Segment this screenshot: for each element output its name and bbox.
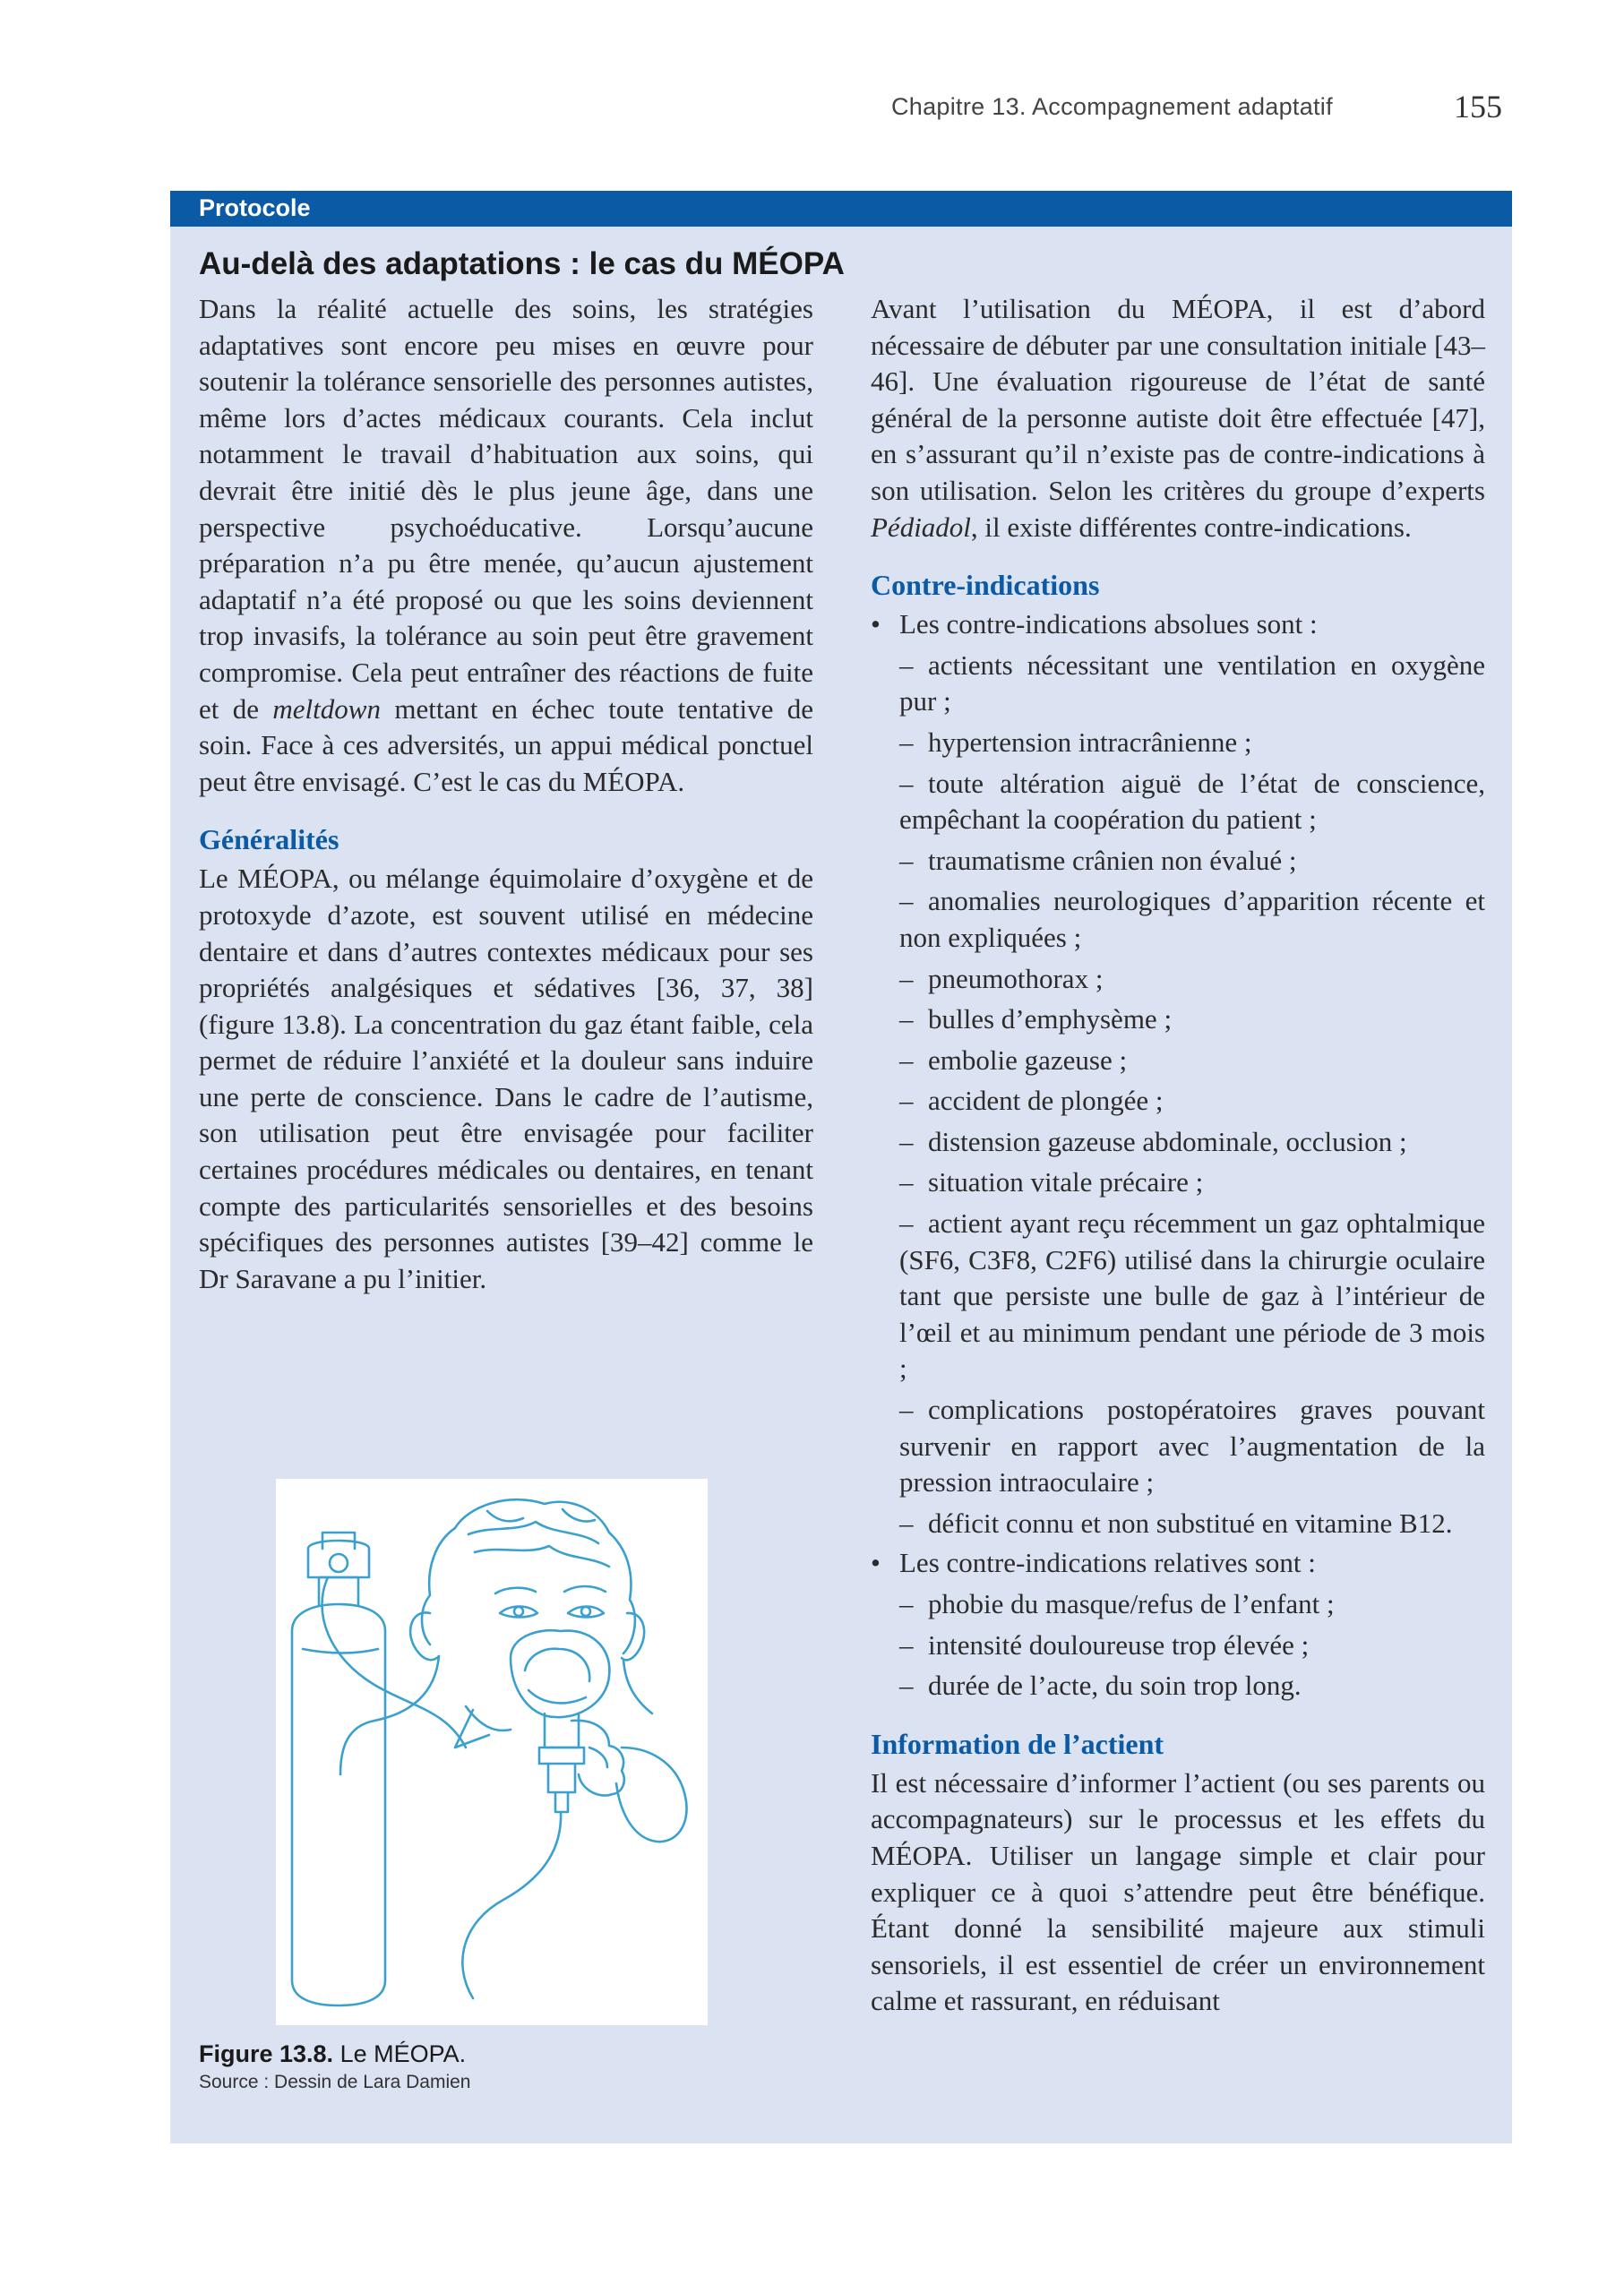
protocol-box	[170, 227, 1512, 2143]
information-paragraph: Il est nécessaire d’informer l’actient (ou ses parents ou accompagnateurs) sur le processus et les effets du MÉOPA. Utiliser un langage simple et clair pour expliquer ce à quoi s’attendre peut être bénéfique. Étant donné la sensibilité majeure aux stimuli sensoriels, il est essentiel de créer un environnement calme et rassurant, en réduisant	[871, 1766, 1485, 2017]
list-item: – embolie gazeuse ;	[899, 1043, 1128, 1076]
intro-emphasis: meltdown	[272, 692, 381, 725]
list-item: – phobie du masque/refus de l’enfant ;	[899, 1588, 1335, 1619]
list-item: – toute altération aiguë de l’état de conscience, empêchant la coopération du patient ;	[899, 767, 1485, 836]
right-intro-text-1: Avant l’utilisation du MÉOPA, il est d’abord nécessaire de débuter par une consultation initiale [43–46]. Une évaluation rigoureuse de l’état de santé général de la personne autiste doit être effectuée [47], en s’assurant qu’il n’existe pas de contre-indications à son utilisation. Selon les critères du groupe d’experts	[871, 293, 1485, 506]
absolues-bullet: • Les contre-indications absolues sont :	[871, 606, 1485, 643]
list-item: – intensité douloureuse trop élevée ;	[899, 1628, 1310, 1661]
list-item: – durée de l’acte, du soin trop long.	[899, 1670, 1302, 1702]
list-item: – anomalies neurologiques d’apparition récente et non expliquées ;	[899, 885, 1485, 953]
intro-text-2: mettant en échec toute tentative de soin. Face à ces adversités, un appui médical ponctuel peut être envisagé. C’est le cas du MÉOPA.	[199, 692, 814, 797]
meopa-illustration	[276, 1479, 708, 2025]
running-title: Chapitre 13. Accompagnement adaptatif	[891, 93, 1333, 120]
list-item: – traumatisme crânien non évalué ;	[899, 844, 1297, 876]
contre-indications-heading: Contre-indications	[871, 569, 1100, 602]
right-column	[871, 291, 1485, 2020]
list-item: – pneumothorax ;	[899, 962, 1104, 994]
right-intro-text-2: , il existe différentes contre-indications.	[970, 511, 1412, 543]
caption-source: Source : Dessin de Lara Damien	[199, 2072, 471, 2092]
list-item: – bulles d’emphysème ;	[899, 1003, 1173, 1035]
intro-text-1: Dans la réalité actuelle des soins, les stratégies adaptatives sont encore peu mises en œuvre pour soutenir la tolérance sensorielle des personnes autistes, même lors d’actes médicaux courants. Cela inclut notamment le travail d’habituation aux soins, qui devrait être initié dès le plus jeune âge, dans une perspective psychoéducative. Lorsqu’aucune préparation n’a pu être menée, qu’aucun ajustement adaptatif n’a été proposé ou que les soins deviennent trop invasifs, la tolérance au soin peut être gravement compromise. Cela peut entraîner des réactions de fuite et de	[199, 293, 813, 725]
right-intro-paragraph	[871, 291, 1485, 545]
list-item: – situation vitale précaire ;	[899, 1166, 1204, 1198]
relatives-bullet: • Les contre-indications relatives sont :	[871, 1545, 1485, 1582]
right-intro-emphasis: Pédiadol	[871, 511, 971, 543]
list-item: – actient ayant reçu récemment un gaz ophtalmique (SF6, C3F8, C2F6) utilisé dans la chirurgie oculaire tant que persiste une bulle de gaz à l’intérieur de l’œil et au minimum pendant une période de 3 mois ;	[899, 1207, 1485, 1385]
running-header	[891, 90, 1518, 134]
caption-title	[199, 2040, 736, 2068]
generalites-paragraph: Le MÉOPA, ou mélange équimolaire d’oxygène et de protoxyde d’azote, est souvent utilisé en médecine dentaire et dans d’autres contextes médicaux pour ses propriétés analgésiques et sédatives [36, 37, 38] (figure 13.8). La concentration du gaz étant faible, cela permet de réduire l’anxiété et la douleur sans induire une perte de conscience. Dans le cadre de l’autisme, son utilisation peut être envisagée pour faciliter certaines procédures médicales ou dentaires, en tenant compte des particularités sensorielles et des besoins spécifiques des personnes autistes [39–42] comme le Dr Saravane a pu l’initier.	[199, 863, 813, 1294]
left-column	[199, 291, 813, 1297]
list-item: – distension gazeuse abdominale, occlusion ;	[899, 1125, 1407, 1157]
caption-label: Figure 13.8.	[199, 2040, 334, 2067]
list-item: – déficit connu et non substitué en vitamine B12.	[899, 1507, 1453, 1539]
list-item: – accident de plongée ;	[899, 1085, 1164, 1117]
list-item: – actients nécessitant une ventilation en oxygène pur ;	[899, 648, 1485, 717]
caption-text: Le MÉOPA.	[339, 2040, 467, 2067]
page-number: 155	[1454, 89, 1502, 125]
list-item: – complications postopératoires graves pouvant survenir en rapport avec l’augmentation de la pression intraoculaire ;	[899, 1394, 1485, 1499]
protocol-box-header	[170, 191, 1512, 227]
figure-caption	[199, 2040, 736, 2093]
intro-paragraph	[199, 291, 813, 800]
information-heading: Information de l’actient	[871, 1727, 1164, 1760]
generalites-heading: Généralités	[199, 823, 339, 856]
box-title: Au-delà des adaptations : le cas du MÉOPA	[199, 246, 845, 281]
protocol-label: Protocole	[199, 194, 311, 221]
list-item: – hypertension intracrânienne ;	[899, 726, 1252, 758]
